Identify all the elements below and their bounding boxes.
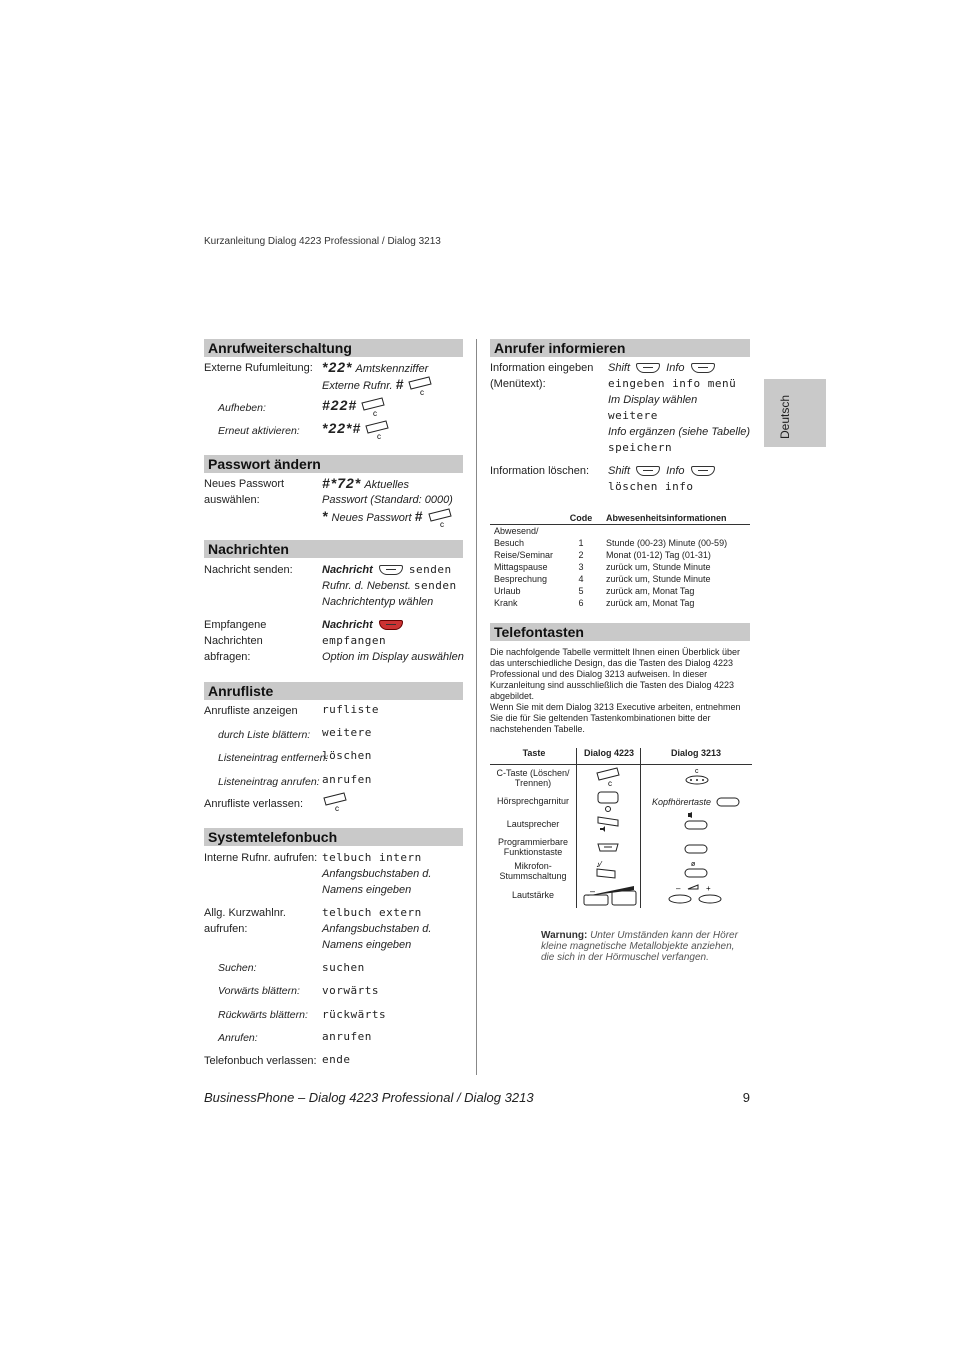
- table-cell: 6: [578, 598, 584, 608]
- eing-line4: weitere: [608, 409, 658, 422]
- section-title-systemtelefonbuch: Systemtelefonbuch: [204, 828, 463, 846]
- table-header: Dialog 3213: [670, 748, 722, 758]
- table-cell: Krank: [494, 598, 518, 608]
- table-cell: Reise/Seminar: [494, 550, 554, 560]
- svg-text:♪⁄: ♪⁄: [596, 860, 602, 869]
- key-row-label: Programmierbare Funktionstaste: [497, 837, 569, 857]
- table-row: [490, 597, 750, 609]
- table-row: [490, 549, 750, 561]
- info-label: Info: [666, 362, 685, 374]
- recv-line3: Option im Display auswählen: [322, 651, 464, 663]
- warning-text: Unter Umständen kann der Hörer kleine magnetische Metallobjekte anziehen, die sich in der Hörmuschel verfangen.: [541, 930, 738, 963]
- passwort-label1: Neues Passwort: [204, 478, 285, 490]
- table-cell: Abwesend/: [494, 526, 539, 536]
- eing-line5: Info ergänzen (siehe Tabelle): [608, 426, 751, 438]
- stb-value-2: rückwärts: [322, 1008, 387, 1021]
- passwort-value: [322, 475, 409, 493]
- table-cell: 3: [578, 562, 584, 572]
- send-mono: senden: [408, 563, 452, 576]
- stb-exit-value: ende: [322, 1053, 351, 1066]
- erneut-code: *22*#: [322, 420, 362, 436]
- allg-label2: aufrufen:: [204, 923, 248, 935]
- clear-key-icon: [427, 508, 453, 528]
- svg-text:c: c: [335, 804, 339, 812]
- clear-key-icon: [364, 420, 390, 440]
- recv-mono: empfangen: [322, 634, 387, 647]
- table-cell: Besprechung: [494, 574, 548, 584]
- recv-label3: abfragen:: [204, 651, 251, 663]
- section-title-anrufliste: Anrufliste: [204, 682, 463, 700]
- table-cell: 5: [578, 586, 584, 596]
- key-row-label: Hörsprechgarnitur: [496, 796, 570, 806]
- kopfhoerer-label: Kopfhörertaste: [652, 797, 712, 807]
- volume-key-icon: [582, 882, 638, 906]
- clear-key-icon: [595, 767, 623, 787]
- passwort-label2: auswählen:: [204, 494, 260, 506]
- function-key-icon: [596, 842, 622, 854]
- key-row-label: Lautsprecher: [506, 819, 560, 829]
- del-keys: [608, 463, 718, 479]
- send-line2-text: Rufnr. d. Nebenst.: [322, 580, 411, 592]
- warning-label: Warnung:: [541, 930, 588, 941]
- send-line2-mono: senden: [413, 579, 457, 592]
- del-label: Information löschen:: [490, 465, 590, 477]
- table-header: Code: [560, 510, 602, 525]
- section-title-anrufweiterschaltung: Anrufweiterschaltung: [204, 339, 463, 357]
- table-row: [490, 525, 750, 538]
- send-value: [322, 562, 452, 578]
- key-row-label: Lautstärke: [511, 890, 555, 900]
- passwort-code: #*72*: [322, 475, 362, 491]
- svg-text:c: c: [377, 432, 382, 441]
- info-key-icon: [691, 466, 715, 476]
- telefontasten-para2: Wenn Sie mit dem Dialog 3213 Executive arbeiten, entnehmen Sie die für Sie geltenden Tastenkombinationen bitte der nachstehenden Tabelle.: [490, 702, 741, 734]
- aufheben-value: [322, 397, 386, 417]
- table-cell: Stunde (00-23) Minute (00-59): [606, 538, 728, 548]
- stb-value-0: suchen: [322, 961, 365, 974]
- recv-value: [322, 617, 406, 633]
- table-header: Dialog 4223: [583, 748, 635, 758]
- eing-line6: speichern: [608, 441, 673, 454]
- anrufliste-label-2: Listeneintrag entfernen:: [218, 752, 329, 764]
- table-row: [490, 537, 750, 549]
- shift-key-icon: [636, 466, 660, 476]
- table-cell: 1: [578, 538, 584, 548]
- stb-value-3: anrufen: [322, 1030, 372, 1043]
- key-row-label: Mikrofon- Stummschaltung: [499, 861, 567, 881]
- hash-key: #: [414, 508, 424, 524]
- stb-label-0: Suchen:: [218, 962, 257, 974]
- ext-value: [322, 359, 428, 377]
- table-header-row: [490, 510, 750, 525]
- info-key-icon: [691, 363, 715, 373]
- headset-key-3213-icon: [716, 796, 742, 808]
- int-label: Interne Rufnr. aufrufen:: [204, 852, 318, 864]
- table-vrule: [640, 748, 641, 908]
- page-footer: [204, 1090, 750, 1105]
- stb-label-2: Rückwärts blättern:: [218, 1009, 308, 1021]
- page-number: 9: [742, 1090, 750, 1105]
- allg-mono: telbuch extern: [322, 906, 422, 919]
- anrufliste-value-2: löschen: [322, 749, 372, 762]
- table-row: [490, 585, 750, 597]
- table-row: [490, 573, 750, 585]
- table-cell: Mittagspause: [494, 562, 548, 572]
- eing-mono: eingeben info menü: [608, 377, 737, 390]
- ext-code: *22*: [322, 359, 353, 375]
- table-cell: zurück am, Monat Tag: [606, 586, 695, 596]
- anrufliste-label-1: durch Liste blättern:: [218, 729, 311, 741]
- erneut-label: Erneut aktivieren:: [218, 425, 300, 437]
- ext-label: Externe Rufumleitung:: [204, 362, 313, 374]
- shift-label: Shift: [608, 465, 631, 477]
- clear-key-icon: [322, 792, 348, 812]
- section-title-telefontasten: Telefontasten: [490, 623, 750, 641]
- int-line2: Anfangsbuchstaben d.: [322, 868, 432, 880]
- svg-text:c: c: [608, 779, 612, 787]
- table-cell: Besuch: [494, 538, 525, 548]
- headset-key-icon: [597, 791, 621, 813]
- table-cell: 2: [578, 550, 584, 560]
- running-header: Kurzanleitung Dialog 4223 Professional / Dialog 3213: [204, 236, 441, 247]
- language-tab-label: Deutsch: [778, 394, 792, 439]
- send-line2: [322, 578, 457, 594]
- stb-label-3: Anrufen:: [218, 1032, 258, 1044]
- anrufliste-exit-value: [322, 792, 348, 812]
- int-mono: telbuch intern: [322, 851, 422, 864]
- aufheben-label: Aufheben:: [218, 402, 266, 414]
- nachricht-key-label: Nachricht: [322, 619, 373, 631]
- stb-value-1: vorwärts: [322, 984, 379, 997]
- section-title-nachrichten: Nachrichten: [204, 540, 463, 558]
- allg-line2: Anfangsbuchstaben d.: [322, 923, 432, 935]
- table-header: [490, 510, 560, 525]
- message-key-icon: [379, 565, 403, 575]
- table-cell: Urlaub: [494, 586, 521, 596]
- ext-code-text: Amtskennziffer: [355, 363, 429, 375]
- svg-text:–: –: [590, 886, 596, 896]
- info-label: Info: [666, 465, 685, 477]
- eing-line3: Im Display wählen: [608, 394, 698, 406]
- table-row: [490, 561, 750, 573]
- hash-key: #: [395, 376, 405, 392]
- key-comparison-table: [490, 748, 752, 908]
- nachricht-key-label: Nachricht: [322, 564, 373, 576]
- del-mono: löschen info: [608, 480, 694, 493]
- svg-text:+: +: [706, 884, 711, 893]
- table-cell: zurück am, Monat Tag: [606, 598, 695, 608]
- column-divider: [476, 339, 477, 1075]
- send-line3: Nachrichtentyp wählen: [322, 596, 434, 608]
- eing-label1: Information eingeben: [490, 362, 594, 374]
- eing-label2: (Menütext):: [490, 378, 546, 390]
- recv-label2: Nachrichten: [204, 635, 263, 647]
- mute-key-3213-icon: [684, 858, 710, 880]
- passwort-line2: Passwort (Standard: 0000): [322, 494, 453, 506]
- passwort-line3-text: Neues Passwort: [331, 512, 412, 524]
- absence-code-table: [490, 510, 750, 609]
- erneut-value: [322, 420, 390, 440]
- allg-line3: Namens eingeben: [322, 939, 412, 951]
- ext-value-2: [322, 376, 433, 396]
- section-title-anrufer: Anrufer informieren: [490, 339, 750, 357]
- svg-text:c: c: [420, 388, 425, 397]
- star-key: *: [322, 508, 329, 524]
- language-tab: [764, 379, 826, 447]
- key-row-label: C-Taste (Löschen/ Trennen): [496, 768, 570, 788]
- passwort-text1: Aktuelles: [364, 479, 409, 491]
- svg-text:ø: ø: [691, 861, 696, 868]
- ext-line2: Externe Rufnr.: [322, 380, 393, 392]
- int-line3: Namens eingeben: [322, 884, 412, 896]
- recv-label1: Empfangene: [204, 619, 267, 631]
- anrufliste-value-1: weitere: [322, 726, 372, 739]
- table-cell: Monat (01-12) Tag (01-31): [606, 550, 711, 560]
- table-cell: zurück um, Stunde Minute: [606, 574, 711, 584]
- svg-text:c: c: [695, 768, 699, 775]
- send-label: Nachricht senden:: [204, 564, 293, 576]
- loudspeaker-key-3213-icon: [684, 812, 710, 832]
- function-key-3213-icon: [684, 843, 710, 855]
- svg-text:c: c: [373, 409, 378, 418]
- anrufliste-value-0: rufliste: [322, 703, 379, 716]
- svg-text:c: c: [439, 520, 444, 529]
- table-cell: [560, 525, 602, 538]
- loudspeaker-key-icon: [596, 814, 622, 834]
- stb-exit-label: Telefonbuch verlassen:: [204, 1055, 317, 1067]
- table-header: Abwesenheitsinformationen: [602, 510, 750, 525]
- mute-key-icon: [594, 858, 622, 880]
- shift-key-icon: [636, 363, 660, 373]
- aufheben-code: #22#: [322, 397, 358, 413]
- anrufliste-label-3: Listeneintrag anrufen:: [218, 776, 320, 788]
- allg-label1: Allg. Kurzwahlnr.: [204, 907, 286, 919]
- footer-title: BusinessPhone – Dialog 4223 Professional / Dialog 3213: [204, 1090, 534, 1105]
- clear-key-3213-icon: [684, 766, 712, 786]
- shift-label: Shift: [608, 362, 631, 374]
- table-header: Taste: [522, 748, 546, 758]
- eing-keys: [608, 360, 718, 376]
- section-title-passwort: Passwort ändern: [204, 455, 463, 473]
- table-rule: [490, 764, 752, 765]
- passwort-line3: [322, 508, 453, 528]
- anrufliste-label-0: Anrufliste anzeigen: [204, 705, 298, 717]
- table-cell: [602, 525, 750, 538]
- table-cell: zurück um, Stunde Minute: [606, 562, 711, 572]
- warning-note: [541, 930, 741, 963]
- message-key-lit-icon: [379, 620, 403, 630]
- clear-key-icon: [407, 376, 433, 396]
- clear-key-icon: [360, 397, 386, 417]
- volume-key-3213-icon: [666, 884, 726, 906]
- stb-label-1: Vorwärts blättern:: [218, 985, 300, 997]
- anrufliste-exit-label: Anrufliste verlassen:: [204, 798, 304, 810]
- table-vrule: [576, 748, 577, 908]
- anrufliste-value-3: anrufen: [322, 773, 372, 786]
- table-cell: 4: [578, 574, 584, 584]
- telefontasten-para1: Die nachfolgende Tabelle vermittelt Ihnen einen Überblick über das unterschiedliche Design, das die Tasten des Dialog 4223 Professional und des Dialog 3213 aufweisen. In dieser Kurzanleitung sind ausschließlich die Tasten des Dialog 4223 abgebildet.: [490, 647, 740, 701]
- svg-text:–: –: [676, 884, 681, 893]
